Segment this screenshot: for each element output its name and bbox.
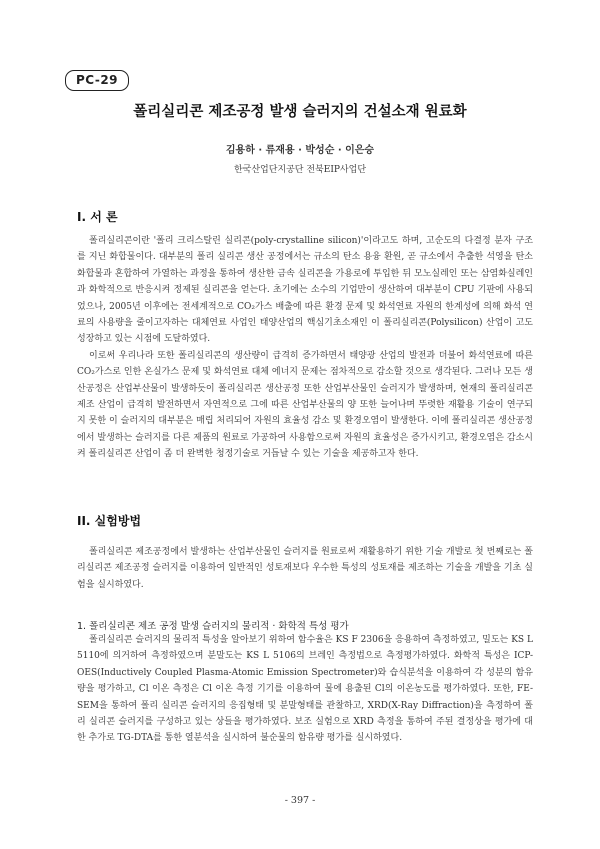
section-heading-methods: II. 실험방법 <box>77 514 142 528</box>
affiliation: 한국산업단지공단 전북EIP사업단 <box>233 165 367 175</box>
authors: 김용하 · 류재용 · 박성순 · 이은승 <box>225 145 375 156</box>
paragraph: 이로써 우리나라 또한 폴리실리콘의 생산량이 급격히 증가하면서 태양광 산업의 발전과 더불어 화석연료에 따른 CO₂가스로 인한 온실가스 문제 및 화석연료 대체 에너지 문제는 점차적으로 감소할 것으로 생각된다. 그러나 모든 생산공정은 산업부산물이 발생하듯이 폴리실리콘 생산공정 또한 산업부산물인 슬러지가 발생하며, 현재의 폴리실리콘 제조 산업이 급격히 발전하면서 자연적으로 그에 따른 산업부산물의 양 또한 늘어나며 뚜렷한 재활용 기술이 연구되지 못한 이 슬러지의 대부분은 매립 처리되어 자원의 효율성 감소 및 환경오염이 발생한다. 이에 폴리실리콘 생산공정에서 발생하는 슬러지를 다른 제품의 원료로 가공하여 사용함으로써 자원의 효율성은 증가시키고, 환경오염은 감소시켜 폴리실리콘 산업이 좀 더 완벽한 청정기술로 거듭날 수 있는 기술을 제공하고자 한다. <box>77 350 533 460</box>
methods-body <box>77 544 533 593</box>
subsection-body <box>77 632 533 747</box>
section-heading-introduction: I. 서 론 <box>77 210 118 224</box>
paragraph: 폴리실리콘 슬러지의 물리적 특성을 알아보기 위하여 함수율은 KS F 2306을 응용하여 측정하였고, 밀도는 KS L 5110에 의거하여 측정하였으며 분말도는 KS L 5106의 브레인 측정법으로 측정평가하였다. 화학적 특성은 ICP-OES(Inductively Coupled Plasma-Atomic Emission Spectrometer)와 습식분석을 이용하여 각 성분의 함유량을 평가하고, Cl 이온 측정은 Cl 이온 측정 기기를 이용하여 물에 용출된 Cl의 이온농도를 평가하였다. 또한, FE-SEM을 통하여 폴리 실리콘 슬러지의 응집형태 및 분말형태를 관찰하고, XRD(X-Ray Diffraction)을 측정하여 폴리 실리콘 슬러지를 구성하고 있는 상들을 평가하였다. 보조 실험으로 XRD 측정을 통하여 주된 결정상을 평가에 대한 추가로 TG-DTA를 통한 열분석을 실시하여 불순물의 함유량 평가를 실시하였다. <box>77 635 533 744</box>
paragraph: 폴리실리콘 제조공정에서 발생하는 산업부산물인 슬러지를 원료로써 재활용하기 위한 기술 개발로 첫 번째로는 폴리실리콘 제조공정 슬러지를 이용하여 일반적인 성토재보다 우수한 특성의 성토재를 제조하는 기술을 개발을 기초 실험을 실시하였다. <box>77 547 533 590</box>
page-number: - 397 - <box>284 795 316 806</box>
paragraph: 폴리실리콘이란 '폴리 크리스탈린 실리콘(poly-crystalline silicon)'이라고도 하며, 고순도의 다결정 분자 구조를 지닌 화합물이다. 대부분의 폴리 실리콘 생산 공정에서는 규소의 탄소 용융 환원, 곧 규소에서 추출한 석영을 탄소 화합물과 혼합하여 가열하는 과정을 통하여 생산한 금속 실리콘을 가용로에 투입한 뒤 모노실레인 또는 삼염화실레인과 화학적으로 반응시켜 정제된 실리콘을 얻는다. 초기에는 소수의 기업만이 생산하여 대부분이 CPU 기판에 사용되었으나, 2005년 이후에는 전세계적으로 CO₂가스 배출에 따른 환경 문제 및 화석연료 자원의 한계성에 의해 화석 연료의 사용량을 줄이고자하는 대체연료 사업인 태양산업의 핵심기초소재인 이 폴리실리콘(Polysilicon) 산업이 고도 성장하고 있는 시점에 도달하였다. <box>77 236 533 345</box>
subsection-heading: 1. 폴리실리콘 제조 공정 발생 슬러지의 물리적 · 화학적 특성 평가 <box>77 621 349 632</box>
introduction-body <box>77 233 533 463</box>
session-badge: PC-29 <box>65 70 129 91</box>
paper-title: 폴리실리콘 제조공정 발생 슬러지의 건설소재 원료화 <box>133 104 467 120</box>
